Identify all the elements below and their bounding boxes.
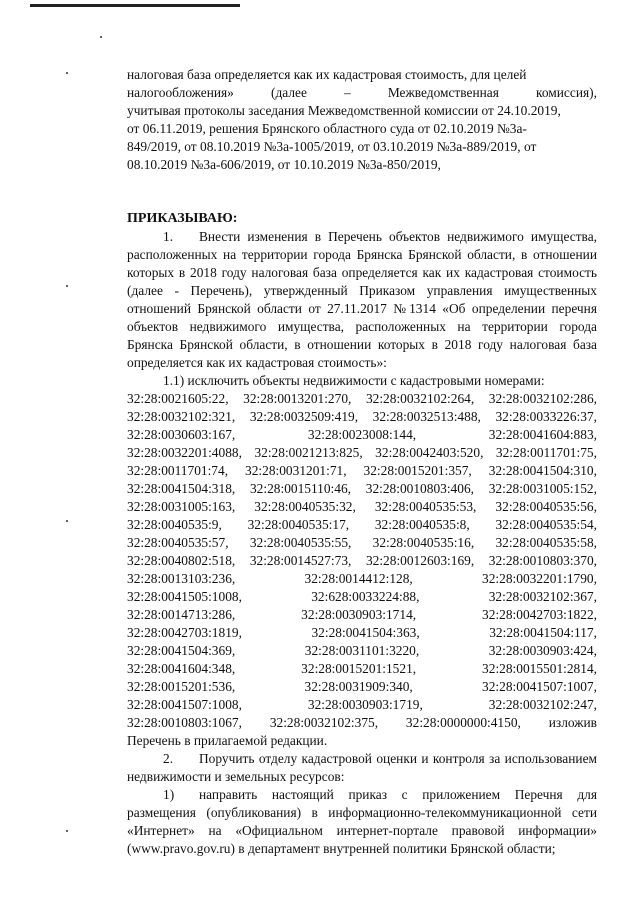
cadastral-number: 32:28:0032102:321, <box>127 409 236 424</box>
cadastral-number: 32:628:0033224:88, <box>311 589 420 604</box>
scan-speck <box>100 36 102 38</box>
item-2-1-number: 1) <box>163 787 175 802</box>
cadastral-number: 32:28:0041507:1008, <box>127 697 242 712</box>
cadastral-number: 32:28:0010803:370, <box>488 553 597 568</box>
cadastral-number: 32:28:0040535:58, <box>495 535 597 550</box>
cadastral-number: 32:28:0031005:152, <box>488 481 597 496</box>
cadastral-number: 32:28:0032509:419, <box>249 409 359 424</box>
cadastral-number: 32:28:0011701:74, <box>127 463 229 478</box>
cadastral-row <box>127 570 597 588</box>
cadastral-number: 32:28:0032102:375, <box>269 715 379 730</box>
cadastral-number: 32:28:0041604:883, <box>488 427 597 442</box>
cadastral-number: 32:28:0032102:264, <box>365 391 475 406</box>
cadastral-number: 32:28:0030603:167, <box>127 427 236 442</box>
cadastral-number: 32:28:0010803:1067, <box>127 715 242 730</box>
document-body <box>127 66 597 858</box>
cadastral-row <box>127 678 597 696</box>
cadastral-number: 32:28:0042403:520, <box>375 445 484 460</box>
intro-line: налоговая база определяется как их кадастровая стоимость, для целей <box>127 67 527 82</box>
cadastral-number: 32:28:0040535:32, <box>254 499 356 514</box>
cadastral-number: 32:28:0032201:1790, <box>482 571 597 586</box>
cadastral-number: 32:28:0032102:247, <box>488 697 597 712</box>
cadastral-number: 32:28:0014713:286, <box>127 607 236 622</box>
cadastral-number: 32:28:0040535:54, <box>495 517 597 532</box>
cadastral-row <box>127 426 597 444</box>
cadastral-row <box>127 552 597 570</box>
cadastral-number: 32:28:0041604:348, <box>127 661 236 676</box>
cadastral-number: 32:28:0030903:424, <box>488 643 597 658</box>
cadastral-row <box>127 588 597 606</box>
cadastral-row <box>127 480 597 498</box>
cadastral-number: 32:28:0040535:8, <box>374 517 470 532</box>
item-1-paragraph <box>127 228 597 372</box>
item-2-text: Поручить отделу кадастровой оценки и контроля за использованием недвижимости и земельных ресурсов: <box>127 751 597 784</box>
cadastral-number: 32:28:0032201:4088, <box>127 445 242 460</box>
cadastral-number: 32:28:0015201:357, <box>363 463 472 478</box>
intro-spaced-line: налогообложения» (далее – Межведомственная комиссия), <box>127 85 597 100</box>
cadastral-number: 32:28:0040535:53, <box>374 499 477 514</box>
top-rule <box>30 4 240 7</box>
cadastral-number: 32:28:0000000:4150, <box>405 715 521 730</box>
cadastral-number: 32:28:0031101:3220, <box>304 643 420 658</box>
scan-speck <box>66 72 68 74</box>
cadastral-number: 32:28:0021213:825, <box>254 445 363 460</box>
cadastral-number: 32:28:0040535:56, <box>495 499 597 514</box>
cadastral-number: 32:28:0023008:144, <box>307 427 417 442</box>
cadastral-number: 32:28:0040535:9, <box>127 517 222 532</box>
cadastral-number: 32:28:0031201:71, <box>245 463 347 478</box>
item-2-1-paragraph <box>127 786 597 858</box>
cadastral-number: 32:28:0015201:536, <box>127 679 236 694</box>
scan-speck <box>66 830 68 832</box>
scan-speck <box>66 520 68 522</box>
intro-line: от 06.11.2019, решения Брянского областного суда от 02.10.2019 №3а- <box>127 121 527 136</box>
cadastral-number: 32:28:0041504:363, <box>311 625 420 640</box>
item-1-closing: Перечень в прилагаемой редакции. <box>127 733 328 748</box>
cadastral-row <box>127 390 597 408</box>
cadastral-row <box>127 642 597 660</box>
cadastral-number: 32:28:0042703:1822, <box>482 607 597 622</box>
cadastral-number: 32:28:0033226:37, <box>495 409 597 424</box>
cadastral-number: 32:28:0015201:1521, <box>301 661 417 676</box>
cadastral-number: 32:28:0040535:55, <box>249 535 352 550</box>
cadastral-number: 32:28:0032513:488, <box>372 409 481 424</box>
cadastral-number: 32:28:0041504:310, <box>488 463 597 478</box>
cadastral-number: 32:28:0040535:57, <box>127 535 229 550</box>
cadastral-number: 32:28:0011701:75, <box>495 445 597 460</box>
cadastral-row <box>127 660 597 678</box>
cadastral-number: 32:28:0014412:128, <box>304 571 413 586</box>
cadastral-row <box>127 462 597 480</box>
cadastral-row <box>127 696 597 714</box>
cadastral-number: 32:28:0041505:1008, <box>127 589 242 604</box>
cadastral-row <box>127 516 597 534</box>
item-2-1-text: направить настоящий приказ с приложением Перечня для размещения (опубликования) в информационно-телекоммуникационной сети «Интернет» на «Официальном интернет-портале правовой информации» (www.pravo.gov.ru) в департамент внутренней политики Брянской области; <box>127 787 597 856</box>
cadastral-number: 32:28:0040802:518, <box>127 553 236 568</box>
cadastral-number: 32:28:0015501:2814, <box>482 661 597 676</box>
item-1-1-text: 1.1) исключить объекты недвижимости с кадастровыми номерами: <box>163 373 545 388</box>
cadastral-row <box>127 534 597 552</box>
cadastral-number: 32:28:0021605:22, <box>127 391 229 406</box>
cadastral-number: 32:28:0012603:169, <box>365 553 475 568</box>
intro-line: 08.10.2019 №3а-606/2019, от 10.10.2019 №3а-850/2019, <box>127 157 441 172</box>
intro-line: 849/2019, от 08.10.2019 №3а-1005/2019, от 03.10.2019 №3а-889/2019, от <box>127 139 537 154</box>
cadastral-number: 32:28:0030903:1714, <box>301 607 417 622</box>
cadastral-number: 32:28:0040535:17, <box>247 517 350 532</box>
intro-line: учитывая протоколы заседания Межведомственной комиссии от 24.10.2019, <box>127 103 561 118</box>
cadastral-number: 32:28:0013201:270, <box>243 391 352 406</box>
order-heading: ПРИКАЗЫВАЮ: <box>127 211 238 226</box>
cadastral-number: 32:28:0030903:1719, <box>307 697 423 712</box>
cadastral-row <box>127 624 597 642</box>
cadastral-number: 32:28:0013103:236, <box>127 571 236 586</box>
item-2-paragraph <box>127 750 597 786</box>
cadastral-number: 32:28:0032102:367, <box>488 589 597 604</box>
cadastral-number: изложив <box>548 715 597 730</box>
cadastral-row <box>127 498 597 516</box>
cadastral-row <box>127 714 597 732</box>
item-2-number: 2. <box>163 751 174 766</box>
scan-speck <box>66 285 68 287</box>
cadastral-number: 32:28:0031005:163, <box>127 499 236 514</box>
cadastral-number: 32:28:0014527:73, <box>249 553 352 568</box>
cadastral-number: 32:28:0041504:318, <box>127 481 236 496</box>
cadastral-number: 32:28:0042703:1819, <box>127 625 242 640</box>
cadastral-number: 32:28:0041504:117, <box>489 625 597 640</box>
cadastral-number: 32:28:0010803:406, <box>365 481 474 496</box>
cadastral-numbers-list <box>127 390 597 732</box>
cadastral-row <box>127 408 597 426</box>
cadastral-number: 32:28:0032102:286, <box>488 391 597 406</box>
item-1-text: Внести изменения в Перечень объектов недвижимого имущества, расположенных на территории города Брянска Брянской области, в отношении которых в 2018 году налоговая база определяется как их кадастровая стоимость (далее - Перечень), утвержденный Приказом управления имущественных отношений Брянской области от 27.11.2017 №1314 «Об определении перечня объектов недвижимого имущества, расположенных на территории города Брянска Брянской области, в отношении которых в 2018 году налоговая база определяется как их кадастровая стоимость»: <box>127 229 597 370</box>
cadastral-row <box>127 606 597 624</box>
item-1-number: 1. <box>163 229 174 244</box>
cadastral-number: 32:28:0040535:16, <box>372 535 475 550</box>
cadastral-number: 32:28:0015110:46, <box>249 481 352 496</box>
cadastral-row <box>127 444 597 462</box>
cadastral-number: 32:28:0031909:340, <box>304 679 413 694</box>
cadastral-number: 32:28:0041504:369, <box>127 643 236 658</box>
cadastral-number: 32:28:0041507:1007, <box>482 679 597 694</box>
